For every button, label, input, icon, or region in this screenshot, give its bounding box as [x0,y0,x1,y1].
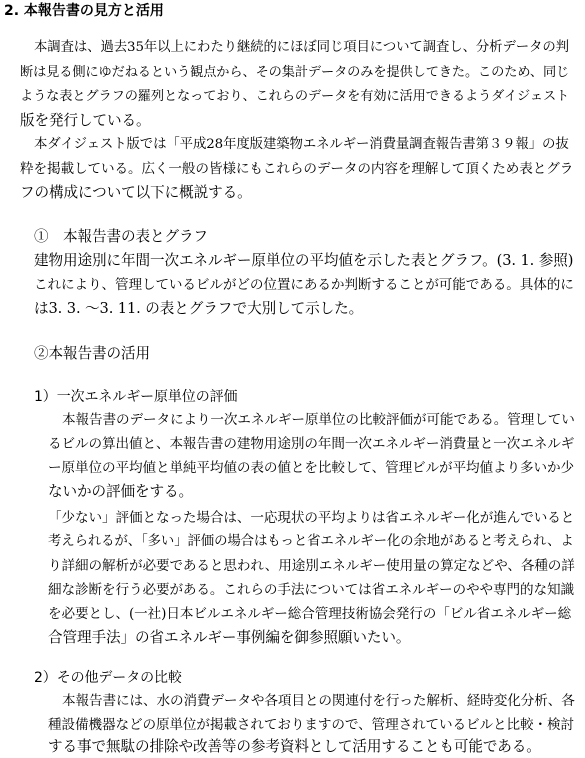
item1-line: これにより、管理しているビルがどの位置にあるか判断することが可能である。具体的に [34,277,574,293]
intro-para1-line: ような表とグラフの羅列となっており、これらのデータを有効に活用できるようダイジェスト [20,89,570,104]
item1-line: 建物用途別に年間一次エネルギー原単位の平均値を示した表とグラフ。(3. 1. 参照) [34,252,574,269]
item2-heading: ②本報告書の活用 [34,345,150,362]
sub1-para1-line: るビルの算出値と、本報告書の建物用途別の年間一次エネルギー消費量と一次エネルギ [48,436,575,452]
sub1-para1-line: ー原単位の平均値と単純平均値の表の値とを比較して、管理ビルが平均値より多いか少 [48,460,574,476]
sub1-para2-line: り詳細の解析が必要であると思われ、用途別エネルギー使用量の算定などや、各種の詳 [48,558,575,574]
sub1-para2-line: を必要とし、(一社)日本ビルエネルギー総合管理技術協会発行の「ビル省エネルギー総 [48,606,572,622]
intro-para2-line: フの構成について以下に概説する。 [20,184,252,201]
intro-para1-line: 版を発行している。 [20,112,151,129]
sub1-heading: 1）一次エネルギー原単位の評価 [34,389,238,405]
sub2-heading: 2）その他データの比較 [34,670,182,686]
intro-para2-line: 本ダイジェスト版では「平成28年度版建築物エネルギー消費量調査報告書第３９報」の抜 [34,137,569,152]
sub2-para1-line: する事で無駄の排除や改善等の参考資料として活用することも可能である。 [48,738,541,755]
sub1-para2-line: 合管理手法」の省エネルギー事例編を御参照願いたい。 [48,629,411,646]
intro-para1-line: 本調査は、過去35年以上にわたり継続的にほぼ同じ項目について調査し、分析データの判 [34,40,569,55]
sub1-para1-line: 本報告書のデータにより一次エネルギー原単位の比較評価が可能である。管理してい [62,412,575,428]
intro-para1-line: 断は見る側にゆだねるという観点から、その集計データのみを提供してきた。このため、同じ [20,65,570,80]
intro-para2-line: 粋を掲載している。広く一般の皆様にもこれらのデータの内容を理解して頂くため表とグラ [20,161,574,177]
item1-heading: ① 本報告書の表とグラフ [34,228,208,245]
section-title: 2. 本報告書の見方と活用 [4,3,164,19]
item1-line: は3. 3. ～3. 11. の表とグラフで大別して示した。 [34,300,364,317]
sub1-para2-line: 細な診断を行う必要がある。これらの手法については省エネルギーのやや専門的な知識 [48,582,574,598]
sub2-para1-line: 種設備機器などの原単位が掲載されておりますので、管理されているビルと比較・検討 [48,717,574,733]
sub1-para1-line: ないかの評価をする。 [48,483,193,500]
sub1-para2-line: 「少ない」評価となった場合は、一応現状の平均よりは省エネルギー化が進んでいると [48,510,575,526]
sub2-para1-line: 本報告書には、水の消費データや各項目との関連付を行った解析、経時変化分析、各 [62,693,575,709]
sub1-para2-line: 考えられるが、「多い」評価の場合はもっと省エネルギー化の余地があると考えられ、よ [48,534,574,549]
